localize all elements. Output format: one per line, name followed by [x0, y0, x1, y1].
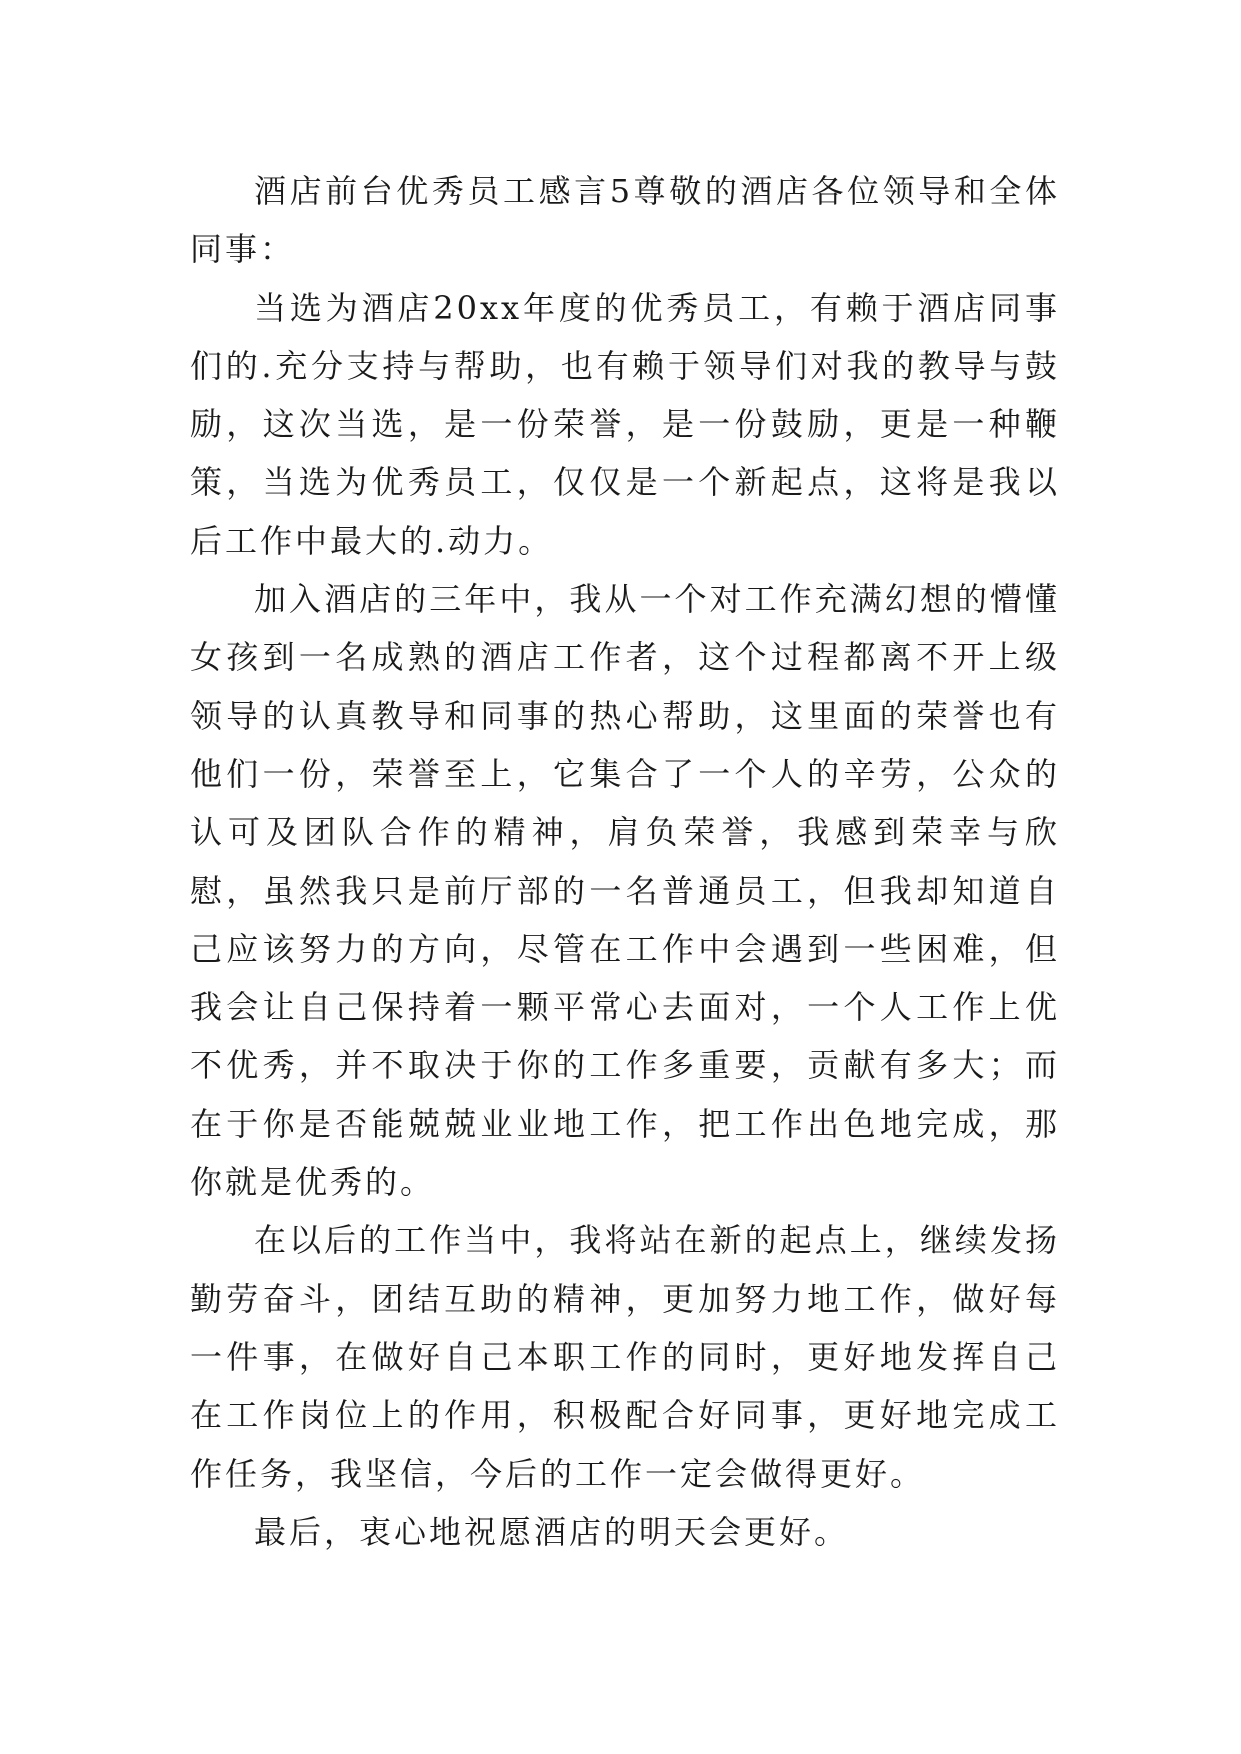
paragraph-1: 当选为酒店20xx年度的优秀员工，有赖于酒店同事们的.充分支持与帮助，也有赖于领导们对我的教导与鼓励，这次当选，是一份荣誉，是一份鼓励，更是一种鞭策，当选为优秀员工，仅仅是一个新起点，这将是我以后工作中最大的.动力。: [190, 288, 1060, 560]
paragraph-2: 加入酒店的三年中，我从一个对工作充满幻想的懵懂女孩到一名成熟的酒店工作者，这个过程都离不开上级领导的认真教导和同事的热心帮助，这里面的荣誉也有他们一份，荣誉至上，它集合了一个人的辛劳，公众的认可及团队合作的精神，肩负荣誉，我感到荣幸与欣慰，虽然我只是前厅部的一名普通员工，但我却知道自己应该努力的方向，尽管在工作中会遇到一些困难，但我会让自己保持着一颗平常心去面对，一个人工作上优不优秀，并不取决于你的工作多重要，贡献有多大；而在于你是否能兢兢业业地工作，把工作出色地完成，那你就是优秀的。: [190, 580, 1060, 1202]
document-body: [190, 162, 1060, 1561]
paragraph-closing: 最后，衷心地祝愿酒店的明天会更好。: [254, 1512, 850, 1551]
paragraph-title-greeting: 酒店前台优秀员工感言5尊敬的酒店各位领导和全体同事：: [190, 172, 1060, 269]
paragraph-3: 在以后的工作当中，我将站在新的起点上，继续发扬勤劳奋斗，团结互助的精神，更加努力地工作，做好每一件事，在做好自己本职工作的同时，更好地发挥自己在工作岗位上的作用，积极配合好同事，更好地完成工作任务，我坚信，今后的工作一定会做得更好。: [190, 1221, 1060, 1493]
